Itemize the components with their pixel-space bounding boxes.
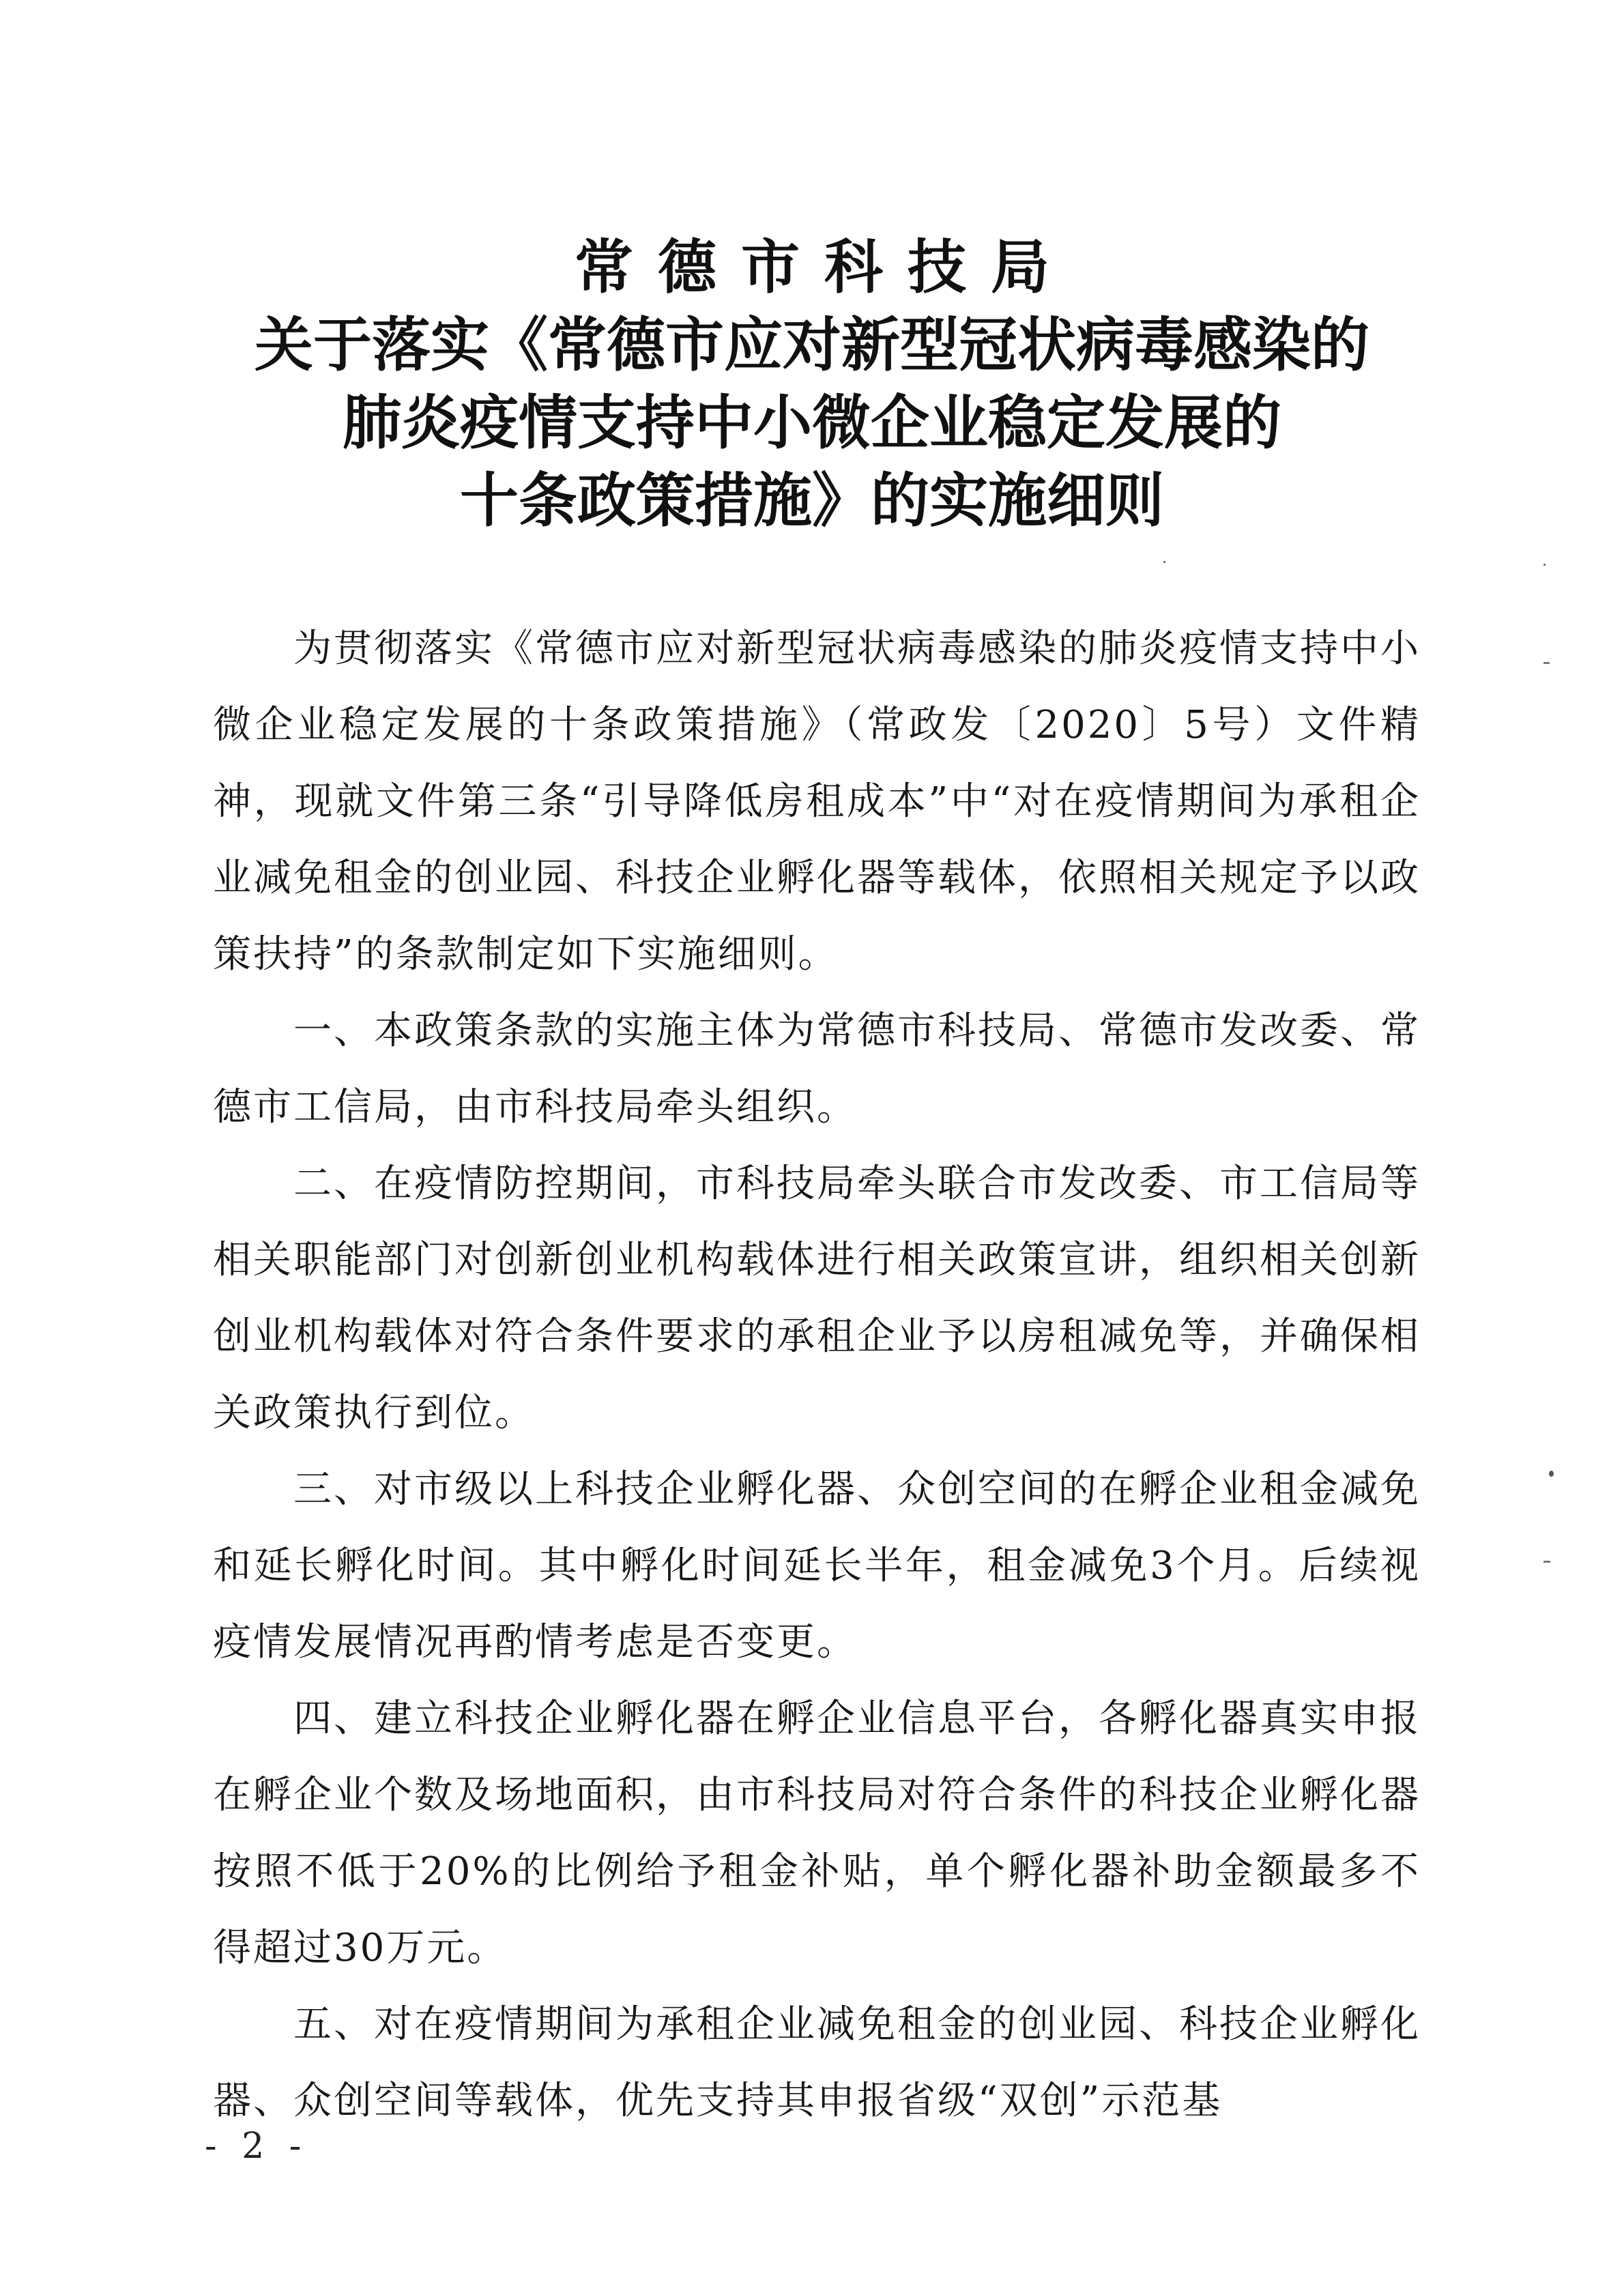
page-number: - 2 - xyxy=(205,2126,308,2167)
title-line-issuer: 常德市科技局 xyxy=(575,233,1074,302)
title-line-4: 十条政策措施》的实施细则 xyxy=(460,467,1164,535)
paragraph-item-1: 一、本政策条款的实施主体为常德市科技局、常德市发改委、常德市工信局，由市科技局牵头组织。 xyxy=(213,1009,1421,1129)
paragraph-item-5: 五、对在疫情期间为承租企业减免租金的创业园、科技企业孵化器、众创空间等载体，优先支持其申报省级“双创”示范基 xyxy=(213,2002,1421,2123)
scan-margin-mark xyxy=(1543,662,1550,664)
scan-speck xyxy=(1549,1471,1554,1477)
paragraph-item-2: 二、在疫情防控期间，市科技局牵头联合市发改委、市工信局等相关职能部门对创新创业机构载体进行相关政策宣讲，组织相关创新创业机构载体对符合条件要求的承租企业予以房租减免等，并确保相关政策执行到位。 xyxy=(213,1161,1421,1435)
document-title xyxy=(205,229,1419,540)
paragraph-item-3: 三、对市级以上科技企业孵化器、众创空间的在孵企业租金减免和延长孵化时间。其中孵化时间延长半年，租金减免3个月。后续视疫情发展情况再酌情考虑是否变更。 xyxy=(213,1467,1421,1664)
paragraph-item-4: 四、建立科技企业孵化器在孵企业信息平台，各孵化器真实申报在孵企业个数及场地面积，由市科技局对符合条件的科技企业孵化器按照不低于20%的比例给予租金补贴，单个孵化器补助金额最多不得超过30万元。 xyxy=(213,1697,1421,1970)
scan-margin-mark xyxy=(1543,1561,1550,1563)
document-body xyxy=(213,611,1421,2139)
title-line-3: 肺炎疫情支持中小微企业稳定发展的 xyxy=(343,389,1281,457)
scan-speck xyxy=(1543,564,1546,566)
scan-speck xyxy=(1163,561,1165,563)
title-line-2: 关于落实《常德市应对新型冠状病毒感染的 xyxy=(255,311,1369,379)
paragraph-intro: 为贯彻落实《常德市应对新型冠状病毒感染的肺炎疫情支持中小微企业稳定发展的十条政策措施》（常政发〔2020〕5号）文件精神，现就文件第三条“引导降低房租成本”中“对在疫情期间为承租企业减免租金的创业园、科技企业孵化器等载体，依照相关规定予以政策扶持”的条款制定如下实施细则。 xyxy=(213,626,1421,977)
